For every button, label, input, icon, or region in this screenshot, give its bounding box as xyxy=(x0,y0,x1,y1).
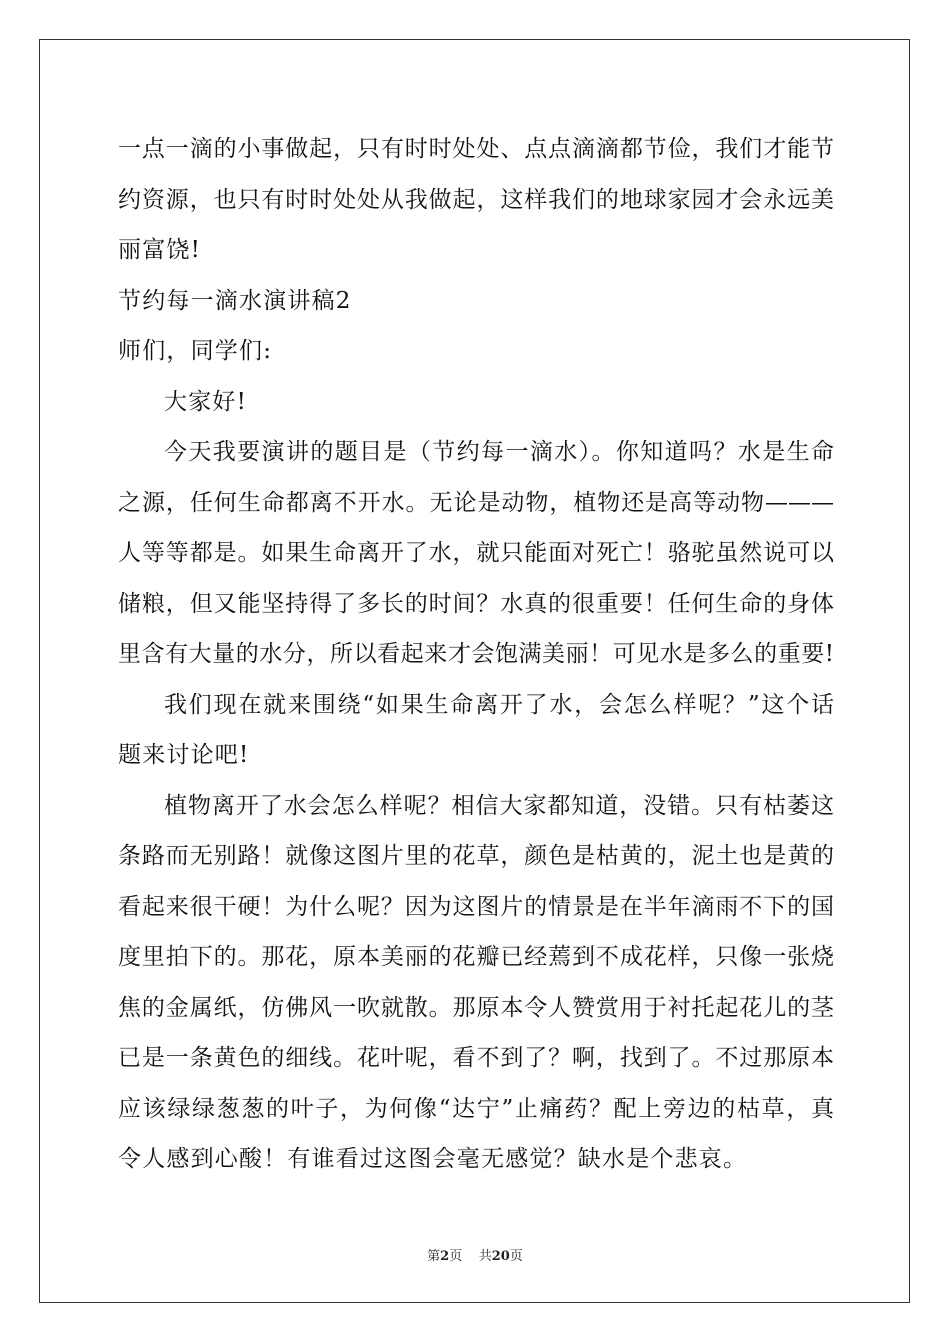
text-line: 里含有大量的水分，所以看起来才会饱满美丽！可见水是多么的重要! xyxy=(118,641,834,667)
text-line: 题来讨论吧! xyxy=(118,742,250,768)
text-line: 约资源，也只有时时处处从我做起，这样我们的地球家园才会永远美 xyxy=(118,186,834,213)
page-number: 2 xyxy=(440,1249,450,1264)
text-line: 之源，任何生命都离不开水。无论是动物，植物还是高等动物——— xyxy=(118,489,834,516)
salutation: 师们，同学们: xyxy=(118,338,273,364)
document-body xyxy=(118,124,834,1185)
text-line: 条路而无别路！就像这图片里的花草，颜色是枯黄的，泥土也是黄的 xyxy=(118,843,834,869)
total-unit: 页 xyxy=(509,1249,523,1264)
total-pages: 20 xyxy=(491,1249,510,1264)
greeting: 大家好! xyxy=(164,388,248,415)
text-line: 焦的金属纸，仿佛风一吹就散。那原本令人赞赏用于衬托起花儿的茎 xyxy=(118,994,834,1021)
text-line: 丽富饶! xyxy=(118,237,202,263)
text-line: 人等等都是。如果生命离开了水，就只能面对死亡！骆驼虽然说可以 xyxy=(118,540,834,566)
section-title: 节约每一滴水演讲稿2 xyxy=(118,287,352,314)
page-footer xyxy=(0,1245,950,1264)
text-line: 应该绿绿葱葱的叶子，为何像“达宁”止痛药？配上旁边的枯草，真 xyxy=(118,1095,834,1122)
text-line: 一点一滴的小事做起，只有时时处处、点点滴滴都节俭，我们才能节 xyxy=(118,136,834,162)
text-line: 我们现在就来围绕“如果生命离开了水，会怎么样呢？”这个话 xyxy=(164,691,834,718)
text-line: 植物离开了水会怎么样呢？相信大家都知道，没错。只有枯萎这 xyxy=(164,792,834,819)
text-line: 令人感到心酸！有谁看过这图会毫无感觉？缺水是个悲哀。 xyxy=(118,1146,748,1172)
text-line: 度里拍下的。那花，原本美丽的花瓣已经蔫到不成花样，只像一张烧 xyxy=(118,944,834,970)
page-prefix: 第 xyxy=(427,1249,441,1264)
total-prefix: 共 xyxy=(478,1249,492,1264)
text-line: 看起来很干硬！为什么呢？因为这图片的情景是在半年滴雨不下的国 xyxy=(118,893,834,920)
text-line: 已是一条黄色的细线。花叶呢，看不到了？啊，找到了。不过那原本 xyxy=(118,1045,834,1071)
text-line: 储粮，但又能坚持得了多长的时间？水真的很重要！任何生命的身体 xyxy=(118,590,834,617)
text-line: 今天我要演讲的题目是（节约每一滴水）。你知道吗？水是生命 xyxy=(164,439,834,465)
page-unit: 页 xyxy=(449,1249,463,1264)
